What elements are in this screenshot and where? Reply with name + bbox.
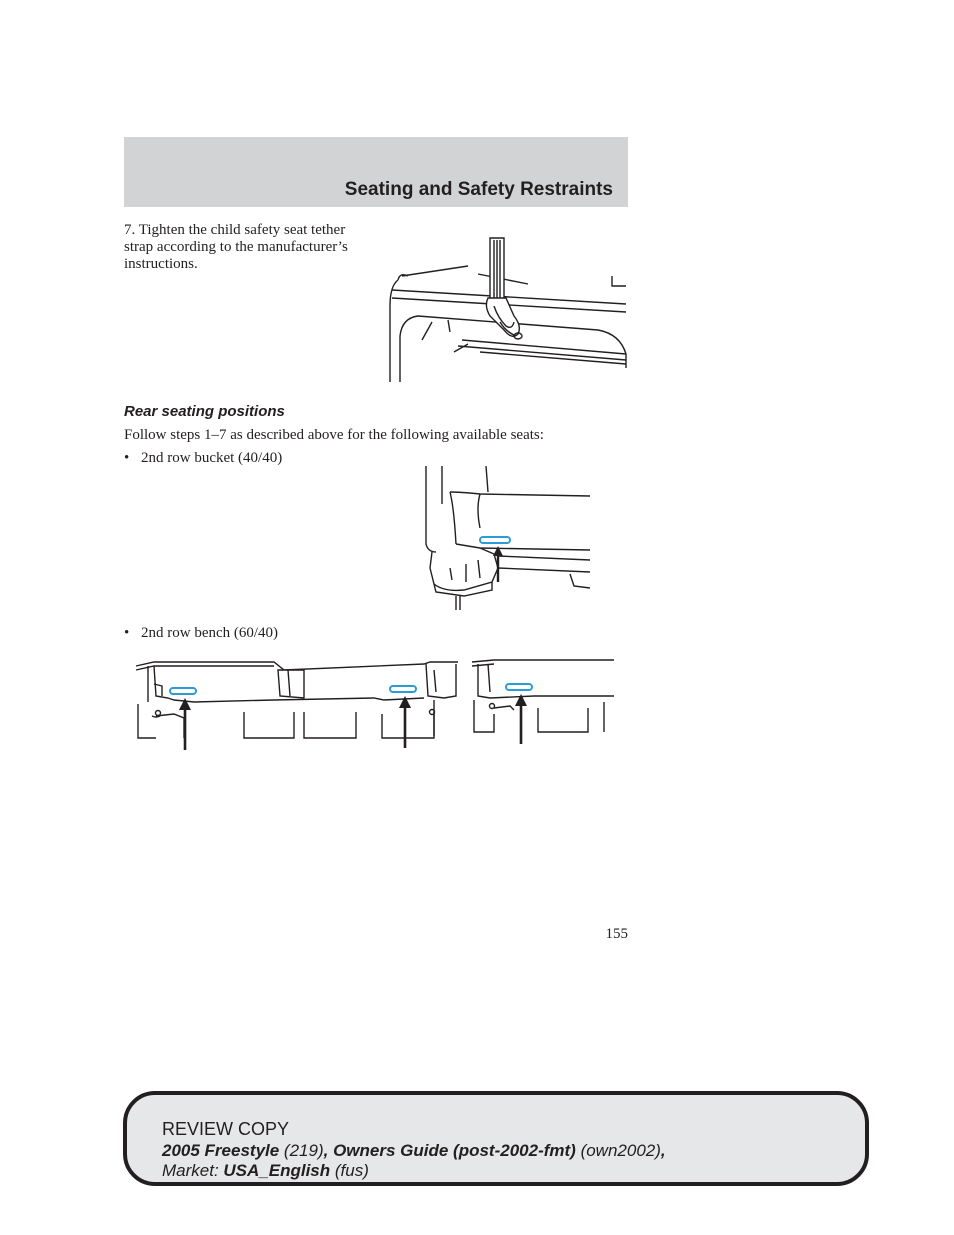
bench-seat-anchors-illustration — [134, 656, 616, 756]
market-label: Market: — [162, 1161, 224, 1180]
bullet-marker: • — [124, 450, 130, 466]
guide-name: Owners Guide (post-2002-fmt) — [333, 1141, 576, 1160]
section-title: Seating and Safety Restraints — [344, 179, 613, 200]
bullet-bench — [124, 625, 278, 642]
pointer-arrow-left — [179, 698, 191, 710]
bucket-seat-anchor-illustration — [420, 464, 592, 614]
page-number: 155 — [605, 926, 628, 942]
anchor-marker-left — [170, 688, 196, 694]
step-7-text: 7. Tighten the child safety seat tether strap according to the manufacturer’s instructions. — [124, 222, 348, 272]
bullet-marker: • — [124, 625, 130, 641]
market-name: USA_English — [223, 1161, 331, 1180]
anchor-marker-right — [506, 684, 532, 690]
bullet-bucket — [124, 450, 282, 467]
review-model-line — [162, 1141, 666, 1161]
rear-seating-intro: Follow steps 1–7 as described above for the following available seats: — [124, 427, 544, 443]
anchor-marker — [480, 537, 510, 543]
rear-seating-subheading: Rear seating positions — [124, 403, 285, 420]
review-copy-label: REVIEW COPY — [162, 1119, 290, 1139]
tether-strap-illustration — [388, 236, 628, 384]
pointer-arrow — [493, 546, 503, 556]
bullet-bench-label: 2nd row bench (60/40) — [141, 625, 279, 641]
review-copy-box — [123, 1091, 869, 1186]
section-header-band — [124, 137, 628, 207]
separator: , — [660, 1141, 666, 1160]
guide-code: (own2002) — [575, 1141, 661, 1160]
model-name: 2005 Freestyle — [162, 1141, 280, 1160]
review-market-line — [162, 1161, 369, 1181]
bullet-bucket-label: 2nd row bucket (40/40) — [141, 450, 283, 466]
model-code: (219) — [279, 1141, 324, 1160]
separator: , — [323, 1141, 334, 1160]
market-code: (fus) — [330, 1161, 369, 1180]
anchor-marker-center — [390, 686, 416, 692]
pointer-arrow-center — [399, 696, 411, 708]
